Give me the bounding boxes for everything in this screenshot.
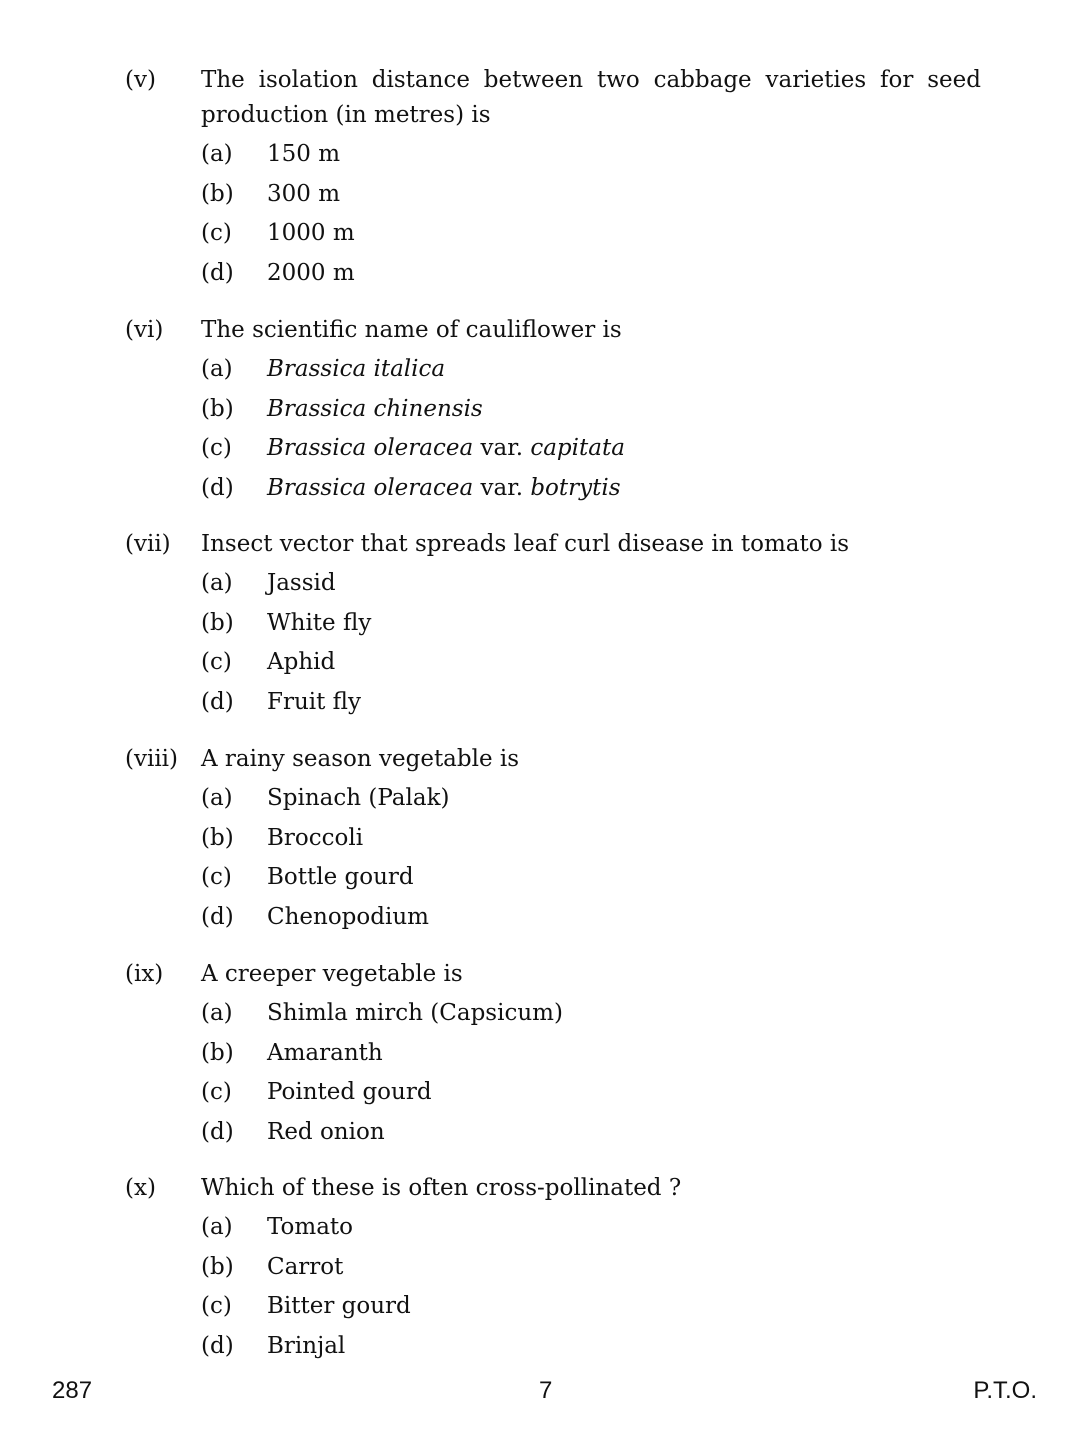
option-letter: (b) bbox=[201, 824, 234, 851]
question-text: Insect vector that spreads leaf curl disease in tomato is bbox=[201, 531, 850, 557]
option-c bbox=[201, 214, 981, 254]
question-stem bbox=[125, 527, 981, 562]
option-a bbox=[201, 350, 981, 390]
option-d bbox=[201, 1113, 981, 1153]
variety-label: var. bbox=[480, 435, 524, 462]
option-text: Amaranth bbox=[267, 1039, 383, 1066]
option-text: Spinach (Palak) bbox=[267, 785, 450, 811]
option-letter: (b) bbox=[201, 1253, 234, 1280]
option-letter: (d) bbox=[201, 904, 234, 931]
option-text: 150 m bbox=[267, 141, 341, 167]
option-text: Brinjal bbox=[267, 1333, 346, 1360]
option-d bbox=[201, 469, 981, 509]
option-text: Red onion bbox=[267, 1119, 385, 1146]
option-b bbox=[201, 175, 981, 215]
option-text: Bottle gourd bbox=[267, 864, 414, 891]
variety-label: var. bbox=[480, 475, 524, 502]
question-text: A creeper vegetable is bbox=[201, 961, 463, 987]
question-number: (vi) bbox=[125, 317, 164, 343]
question-viii bbox=[125, 742, 981, 938]
option-text: White fly bbox=[267, 609, 372, 636]
option-b bbox=[201, 819, 981, 859]
option-text: 300 m bbox=[267, 180, 341, 207]
paper-code: 287 bbox=[52, 1377, 93, 1404]
option-text bbox=[267, 469, 621, 509]
variety-name: botrytis bbox=[530, 475, 621, 502]
option-letter: (b) bbox=[201, 1039, 234, 1066]
question-ix bbox=[125, 957, 981, 1153]
option-letter: (c) bbox=[201, 649, 232, 676]
option-d bbox=[201, 1327, 981, 1367]
option-text: Tomato bbox=[267, 1214, 354, 1240]
option-letter: (d) bbox=[201, 260, 234, 287]
question-stem bbox=[125, 1171, 981, 1206]
options-list bbox=[201, 1208, 981, 1367]
options-list bbox=[201, 564, 981, 723]
options-list bbox=[201, 135, 981, 294]
question-v bbox=[125, 63, 981, 294]
option-text: Aphid bbox=[267, 649, 336, 676]
option-d bbox=[201, 683, 981, 723]
question-x bbox=[125, 1171, 981, 1367]
option-letter: (a) bbox=[201, 570, 233, 596]
question-vii bbox=[125, 527, 981, 723]
option-b bbox=[201, 390, 981, 430]
question-number: (v) bbox=[125, 67, 156, 93]
option-letter: (c) bbox=[201, 1293, 232, 1320]
question-text: A rainy season vegetable is bbox=[201, 746, 520, 772]
option-letter: (d) bbox=[201, 475, 234, 502]
option-letter: (b) bbox=[201, 395, 234, 422]
genus-species: Brassica oleracea bbox=[267, 475, 474, 502]
question-stem bbox=[125, 957, 981, 992]
option-a bbox=[201, 564, 981, 604]
option-letter: (d) bbox=[201, 1119, 234, 1146]
option-a bbox=[201, 1208, 981, 1248]
pto-label: P.T.O. bbox=[973, 1377, 1037, 1404]
options-list bbox=[201, 994, 981, 1153]
option-c bbox=[201, 643, 981, 683]
question-number: (vii) bbox=[125, 531, 171, 557]
option-text: Shimla mirch (Capsicum) bbox=[267, 1000, 563, 1026]
option-text: Jassid bbox=[267, 570, 336, 596]
option-d bbox=[201, 898, 981, 938]
option-c bbox=[201, 429, 981, 469]
question-stem bbox=[125, 313, 981, 348]
question-stem bbox=[125, 742, 981, 777]
option-letter: (d) bbox=[201, 689, 234, 716]
page-number: 7 bbox=[539, 1377, 553, 1404]
option-letter: (a) bbox=[201, 1214, 233, 1240]
option-letter: (c) bbox=[201, 1079, 232, 1106]
option-text: Bitter gourd bbox=[267, 1293, 411, 1320]
option-b bbox=[201, 604, 981, 644]
option-text: Brassica italica bbox=[267, 356, 446, 382]
option-text: 2000 m bbox=[267, 260, 355, 287]
option-b bbox=[201, 1248, 981, 1288]
option-letter: (b) bbox=[201, 609, 234, 636]
question-number: (ix) bbox=[125, 961, 164, 987]
options-list bbox=[201, 779, 981, 938]
option-text: Pointed gourd bbox=[267, 1079, 432, 1106]
option-a bbox=[201, 779, 981, 819]
option-letter: (a) bbox=[201, 356, 233, 382]
option-text: Brassica chinensis bbox=[267, 395, 483, 422]
question-text: The scientific name of cauliflower is bbox=[201, 317, 622, 343]
option-letter: (d) bbox=[201, 1333, 234, 1360]
option-text: Carrot bbox=[267, 1253, 344, 1280]
variety-name: capitata bbox=[530, 435, 625, 462]
option-a bbox=[201, 135, 981, 175]
option-c bbox=[201, 1287, 981, 1327]
option-d bbox=[201, 254, 981, 294]
option-text: Broccoli bbox=[267, 824, 364, 851]
option-c bbox=[201, 1073, 981, 1113]
question-stem bbox=[125, 63, 981, 133]
option-letter: (c) bbox=[201, 864, 232, 891]
options-list bbox=[201, 350, 981, 509]
option-text: 1000 m bbox=[267, 220, 355, 247]
option-text: Chenopodium bbox=[267, 904, 429, 931]
option-b bbox=[201, 1034, 981, 1074]
option-letter: (c) bbox=[201, 220, 232, 247]
option-letter: (a) bbox=[201, 1000, 233, 1026]
question-number: (viii) bbox=[125, 746, 179, 772]
question-vi bbox=[125, 313, 981, 509]
option-text bbox=[267, 429, 625, 469]
option-letter: (c) bbox=[201, 435, 232, 462]
question-text: The isolation distance between two cabbage varieties for seed production (in metres) is bbox=[201, 67, 981, 128]
option-text: Fruit fly bbox=[267, 689, 362, 716]
question-number: (x) bbox=[125, 1175, 156, 1201]
genus-species: Brassica oleracea bbox=[267, 435, 474, 462]
question-text: Which of these is often cross-pollinated ? bbox=[201, 1175, 682, 1201]
option-letter: (b) bbox=[201, 180, 234, 207]
option-letter: (a) bbox=[201, 785, 233, 811]
option-c bbox=[201, 858, 981, 898]
option-a bbox=[201, 994, 981, 1034]
option-letter: (a) bbox=[201, 141, 233, 167]
